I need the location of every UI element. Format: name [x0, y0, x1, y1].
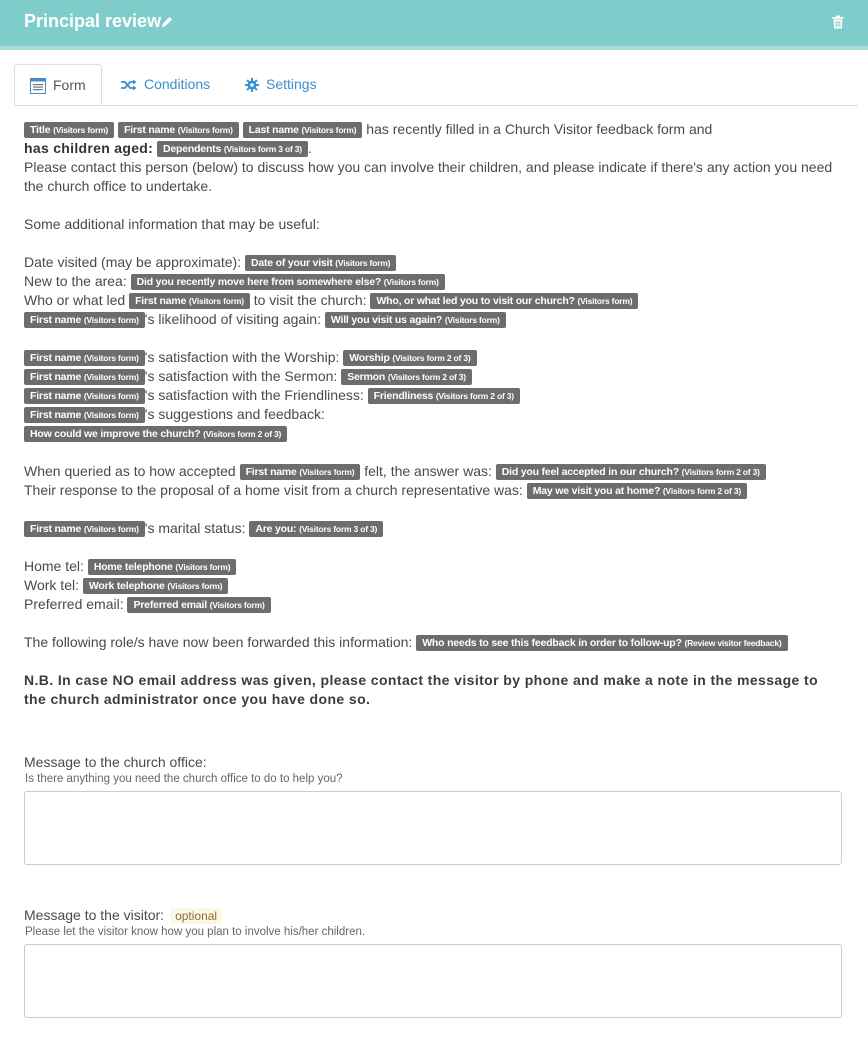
merge-field-who-led: Who, or what led you to visit our church? (Visitors form) — [370, 293, 638, 309]
merge-field-first-name: First name (Visitors form) — [24, 350, 145, 366]
merge-field-first-name: First name (Visitors form) — [24, 388, 145, 404]
merge-field-moved: Did you recently move here from somewhere else? (Visitors form) — [131, 274, 445, 290]
merge-field-first-name: First name (Visitors form) — [24, 312, 145, 328]
tab-settings[interactable] — [245, 64, 317, 105]
form-content: Title (Visitors form) First name (Visitors form) Last name (Visitors form) has recently filled in a Church Visitor feedback form and has children aged: Dependents (Visitors form 3 of 3) . Please contact this person (below) to discuss how you can involve their children, and please indicate if there's any action you need the church office to undertake. Some additional information that may be useful: Date visited (may be approximate): Date of your visit (Visitors form) New to the area: Did you recently move here from somewhere else? (Visitors form) Who or what led First name (Visitors form) to visit the church: Who, or what led you to visit our church? (Visitors form) First name (Visitors form) 's likelihood of visiting again: Will you visit us again? (Visitors form) First name (Visitors form) 's satisfaction with the Worship: Worship (Visitors form 2 of 3) First name (Visitors form) 's satisfaction with the Sermon: Sermon (Visitors form 2 of 3) First name (Visitors form) 's satisfaction with the Friendliness: Friendliness (Visitors form 2 of 3) First name (Visitors form) 's suggestions and feedback: How could we improve the church? (Visitors form 2 of 3) When queried as to how accepted First name (Visitors form) felt, the answer was: Did you feel accepted in our church? (Visitors form 2 of 3) Their response to the proposal of a home visit from a church representative was: May we visit you at home? (Visitors form 2 of 3) First name (Visitors form) 's marital status: Are you: (Visitors form 3 of 3) Home tel: Home telephone (Visitors form) Work tel: Work telephone (Visitors form) Preferred email: Preferred email (Visitors form) The following role/s have now been forwarded this information: Who needs to see this feedback in order to follow-up? (Review visitor feedback) N.B. In case NO email address was given, please contact the visitor by phone and make a note in the message to the church administrator once you have done so. — [24, 120, 844, 709]
merge-field-sermon: Sermon (Visitors form 2 of 3) — [341, 369, 472, 385]
office-message-help: Is there anything you need the church office to do to help you? — [25, 773, 343, 785]
tab-settings-label: Settings — [266, 76, 317, 92]
merge-field-first-name: First name (Visitors form) — [118, 122, 239, 138]
children-label: has children aged: — [24, 140, 154, 156]
merge-field-work-tel: Work telephone (Visitors form) — [83, 578, 228, 594]
merge-field-home-tel: Home telephone (Visitors form) — [88, 559, 237, 575]
trash-icon[interactable] — [832, 15, 844, 29]
merge-field-accepted: Did you feel accepted in our church? (Visitors form 2 of 3) — [496, 464, 766, 480]
merge-field-title: Title (Visitors form) — [24, 122, 114, 138]
nb-note: N.B. In case NO email address was given, please contact the visitor by phone and make a note in the message to the church administrator once you have done so. — [24, 672, 819, 707]
merge-field-dependents: Dependents (Visitors form 3 of 3) — [157, 141, 308, 157]
visitor-message-label: Message to the visitor: optional — [24, 907, 222, 924]
tab-form-label: Form — [53, 77, 86, 93]
merge-field-roles: Who needs to see this feedback in order to follow-up? (Review visitor feedback) — [416, 635, 787, 651]
merge-field-email: Preferred email (Visitors form) — [127, 597, 270, 613]
office-message-label: Message to the church office: — [24, 754, 207, 770]
intro-text: has recently filled in a Church Visitor feedback form and — [366, 121, 713, 137]
tab-conditions[interactable] — [121, 64, 210, 105]
form-icon — [30, 78, 46, 94]
page-title: Principal review — [24, 11, 162, 31]
merge-field-first-name: First name (Visitors form) — [24, 369, 145, 385]
merge-field-friendliness: Friendliness (Visitors form 2 of 3) — [368, 388, 520, 404]
merge-field-worship: Worship (Visitors form 2 of 3) — [343, 350, 476, 366]
merge-field-marital: Are you: (Visitors form 3 of 3) — [249, 521, 383, 537]
merge-field-visit-again: Will you visit us again? (Visitors form) — [325, 312, 506, 328]
merge-field-first-name: First name (Visitors form) — [24, 407, 145, 423]
merge-field-first-name: First name (Visitors form) — [240, 464, 361, 480]
shuffle-icon — [121, 79, 137, 91]
merge-field-date-visit: Date of your visit (Visitors form) — [245, 255, 396, 271]
visitor-message-help: Please let the visitor know how you plan to involve his/her children. — [25, 926, 366, 938]
pencil-icon[interactable] — [160, 15, 174, 29]
optional-badge: optional — [170, 908, 222, 924]
tab-form[interactable] — [14, 64, 102, 105]
merge-field-first-name: First name (Visitors form) — [129, 293, 250, 309]
gear-icon — [245, 78, 259, 92]
merge-field-first-name: First name (Visitors form) — [24, 521, 145, 537]
additional-info-text: Some additional information that may be useful: — [24, 216, 320, 232]
instruction-text: Please contact this person (below) to discuss how you can involve their children, and please indicate if there's any action you need the church office to undertake. — [24, 159, 833, 194]
visitor-message-field[interactable] — [24, 944, 842, 1018]
tab-conditions-label: Conditions — [144, 76, 211, 92]
merge-field-last-name: Last name (Visitors form) — [243, 122, 363, 138]
merge-field-improve: How could we improve the church? (Visitors form 2 of 3) — [24, 426, 287, 442]
office-message-field[interactable] — [24, 791, 842, 865]
tab-bar — [14, 64, 858, 106]
panel-header — [0, 0, 868, 50]
merge-field-home-visit: May we visit you at home? (Visitors form 2 of 3) — [527, 483, 747, 499]
